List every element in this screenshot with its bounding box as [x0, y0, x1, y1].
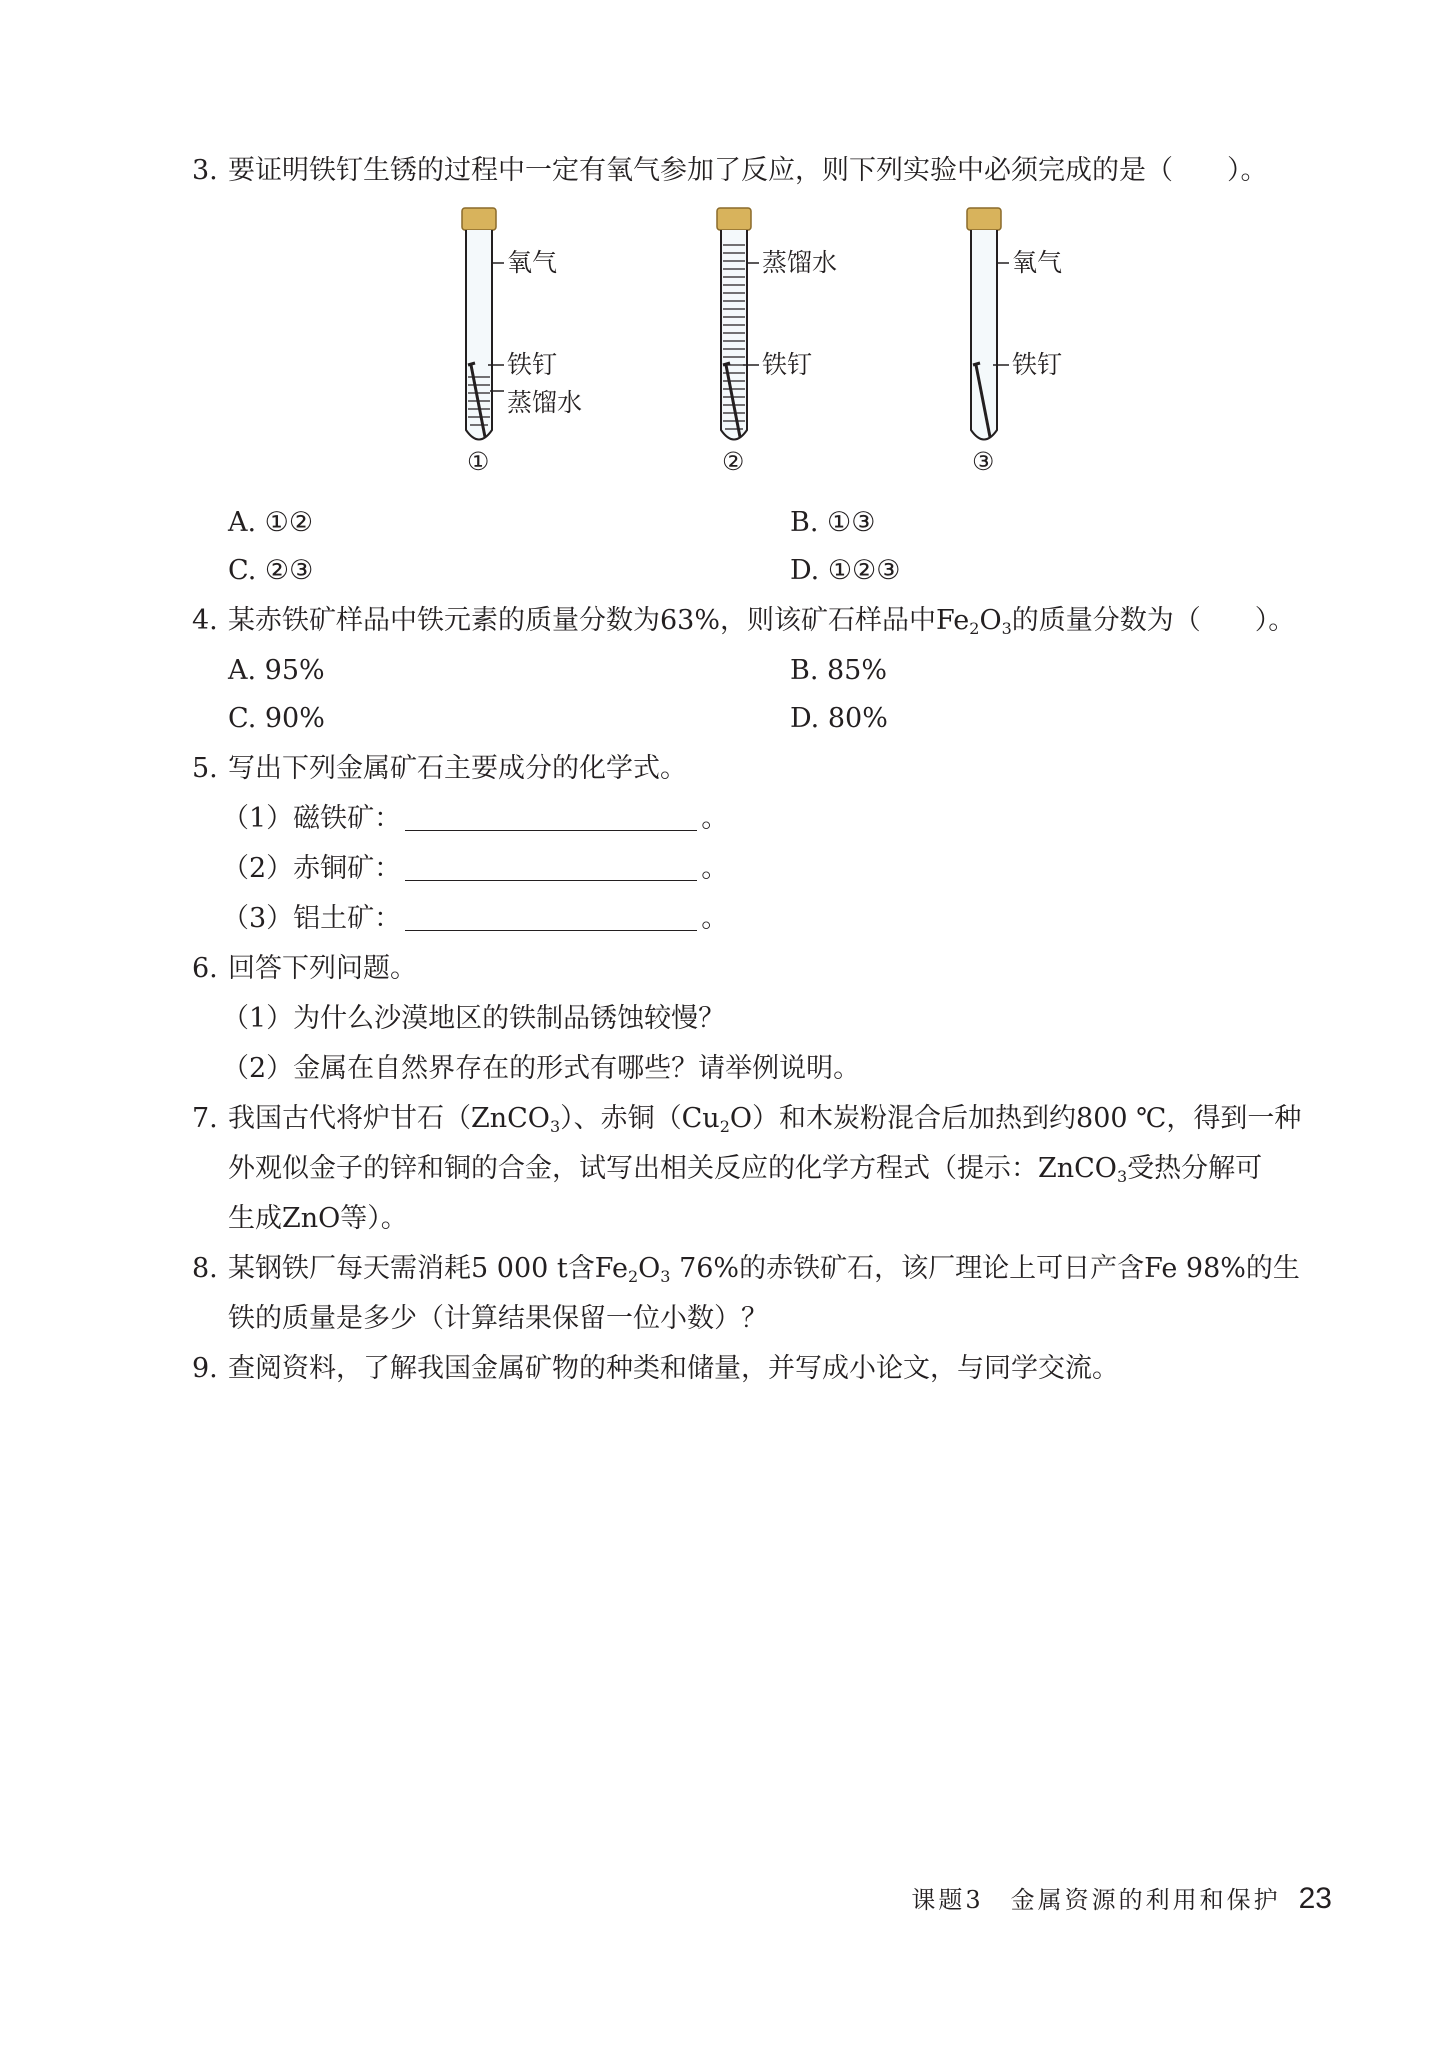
answer-blank[interactable] [405, 854, 697, 881]
q5-item-3 [222, 901, 728, 937]
q3-option-c: C. ②③ [228, 555, 314, 586]
q4-option-d: D. 80% [790, 703, 888, 734]
q3-option-a: A. ①② [228, 507, 314, 538]
q6-item-1: （1）为什么沙漠地区的铁制品锈蚀较慢？ [222, 1003, 726, 1034]
subscript: 3 [1001, 619, 1012, 638]
question-text: 受热分解可 [1127, 1153, 1263, 1184]
period: 。 [701, 903, 729, 934]
tube2-number: ② [722, 447, 745, 476]
q6-item-2: （2）金属在自然界存在的形式有哪些？请举例说明。 [222, 1053, 861, 1084]
subscript: 2 [719, 1117, 730, 1136]
question-text: 写出下列金属矿石主要成分的化学式。 [228, 753, 687, 784]
question-text: O [979, 605, 1002, 636]
question-text: 某赤铁矿样品中铁元素的质量分数为63%，则该矿石样品中Fe [228, 605, 970, 636]
item-label: （3）铝土矿： [222, 903, 402, 934]
test-tube-3 [967, 208, 1009, 440]
question-number: 8. [192, 1253, 218, 1284]
tube1-bottom-label: 蒸馏水 [507, 388, 583, 417]
chapter-title: 课题3 金属资源的利用和保护 [911, 1886, 1281, 1914]
q4-option-b: B. 85% [790, 655, 888, 686]
question-7-line-2 [228, 1151, 1262, 1187]
test-tube-1 [462, 208, 504, 440]
answer-blank[interactable] [405, 904, 697, 931]
question-text: 查阅资料，了解我国金属矿物的种类和储量，并写成小论文，与同学交流。 [228, 1353, 1119, 1384]
question-8-line-2: 铁的质量是多少（计算结果保留一位小数）？ [228, 1303, 768, 1334]
subscript: 3 [549, 1117, 561, 1136]
question-text: O [638, 1253, 661, 1284]
period: 。 [701, 803, 729, 834]
question-8 [192, 1251, 1300, 1287]
question-text: O）和木炭粉混合后加热到约800 ℃，得到一种 [729, 1103, 1302, 1134]
tube1-top-label: 氧气 [507, 248, 558, 277]
q4-option-a: A. 95% [228, 655, 325, 686]
question-text: ）、赤铜（Cu [560, 1103, 720, 1134]
test-tube-figure [440, 205, 1080, 480]
q5-item-2 [222, 851, 728, 887]
period: 。 [701, 853, 729, 884]
question-number: 7. [192, 1103, 218, 1134]
question-number: 3. [192, 155, 218, 186]
tube3-number: ③ [972, 447, 995, 476]
page-footer [911, 1880, 1332, 1916]
subscript: 3 [1116, 1167, 1128, 1186]
question-5 [192, 751, 687, 787]
page-number: 23 [1298, 1882, 1332, 1915]
subscript: 3 [660, 1267, 671, 1286]
tube2-mid-label: 铁钉 [762, 350, 813, 379]
q4-option-c: C. 90% [228, 703, 325, 734]
question-3 [192, 153, 1268, 189]
question-text: 某钢铁厂每天需消耗5 000 t含Fe [228, 1253, 628, 1284]
test-tube-2 [717, 208, 759, 440]
answer-blank[interactable] [405, 804, 697, 831]
subscript: 2 [969, 619, 980, 638]
question-4 [192, 603, 1295, 639]
tube3-top-label: 氧气 [1012, 248, 1063, 277]
question-number: 5. [192, 753, 218, 784]
question-number: 4. [192, 605, 218, 636]
question-number: 9. [192, 1353, 218, 1384]
question-9 [192, 1351, 1119, 1387]
question-7-line-3: 生成ZnO等）。 [228, 1203, 408, 1234]
question-number: 6. [192, 953, 218, 984]
question-text: 要证明铁钉生锈的过程中一定有氧气参加了反应，则下列实验中必须完成的是（ ）。 [228, 155, 1268, 186]
question-text: 外观似金子的锌和铜的合金，试写出相关反应的化学方程式（提示：ZnCO [228, 1153, 1117, 1184]
tube2-top-label: 蒸馏水 [762, 248, 838, 277]
question-text: 回答下列问题。 [228, 953, 417, 984]
item-label: （2）赤铜矿： [222, 853, 402, 884]
question-text: 的质量分数为（ ）。 [1011, 605, 1296, 636]
question-text: 我国古代将炉甘石（ZnCO [228, 1103, 550, 1134]
question-7 [192, 1101, 1301, 1137]
q3-option-b: B. ①③ [790, 507, 876, 538]
question-text: 76%的赤铁矿石，该厂理论上可日产含Fe 98%的生 [670, 1253, 1300, 1284]
tube3-mid-label: 铁钉 [1012, 350, 1063, 379]
tube1-number: ① [467, 447, 490, 476]
subscript: 2 [627, 1267, 639, 1286]
q3-option-d: D. ①②③ [790, 555, 901, 586]
q5-item-1 [222, 801, 728, 837]
question-6 [192, 951, 417, 987]
tube1-mid-label: 铁钉 [507, 350, 558, 379]
item-label: （1）磁铁矿： [222, 803, 402, 834]
